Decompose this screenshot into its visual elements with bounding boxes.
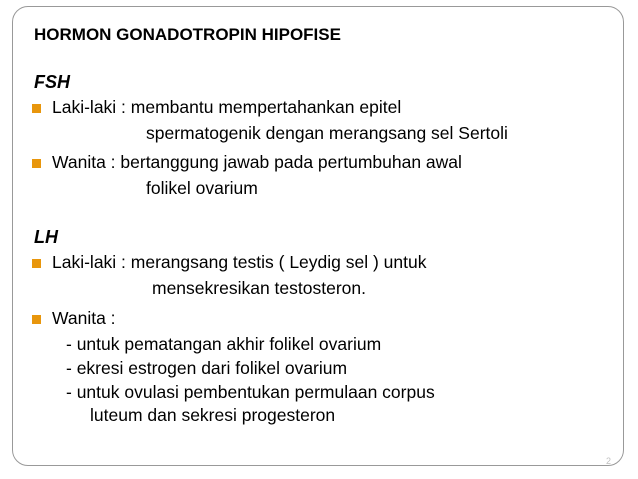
lh-sub-item-3: - untuk ovulasi pembentukan permulaan corpus	[66, 382, 435, 402]
lh-male-line1: Laki-laki : merangsang testis ( Leydig sel ) untuk	[52, 252, 427, 272]
lh-female-label: Wanita :	[52, 308, 116, 328]
lh-male-line2: mensekresikan testosteron.	[152, 278, 366, 298]
fsh-male-line1: Laki-laki : membantu mempertahankan epitel	[52, 97, 402, 117]
slide-title: HORMON GONADOTROPIN HIPOFISE	[34, 25, 341, 44]
bullet-icon	[32, 259, 41, 268]
lh-sub-item-2: - ekresi estrogen dari folikel ovarium	[66, 358, 348, 378]
fsh-female-line1: Wanita : bertanggung jawab pada pertumbuhan awal	[52, 152, 462, 172]
bullet-icon	[32, 159, 41, 168]
fsh-female-line2: folikel ovarium	[146, 178, 258, 198]
fsh-heading: FSH	[34, 72, 70, 92]
fsh-male-line2: spermatogenik dengan merangsang sel Sertoli	[146, 123, 508, 143]
bullet-icon	[32, 104, 41, 113]
lh-heading: LH	[34, 227, 58, 247]
lh-sub-item-3-continuation: luteum dan sekresi progesteron	[90, 405, 336, 425]
lh-sub-item-1: - untuk pematangan akhir folikel ovarium	[66, 334, 382, 354]
bullet-icon	[32, 315, 41, 324]
slide-number: 2	[606, 456, 612, 466]
